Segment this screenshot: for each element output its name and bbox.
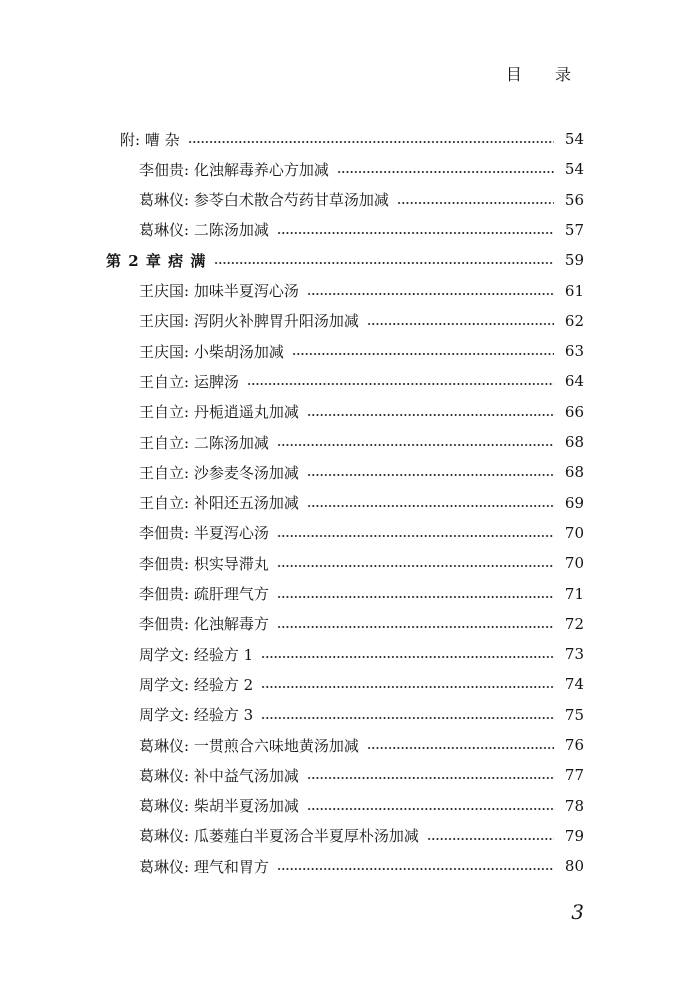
toc-entry[interactable] [0,336,690,366]
dot-leader [292,353,554,355]
toc-entry-page: 61 [564,281,584,300]
toc-entry-label: 王自立: 丹栀逍遥丸加减 [139,403,299,422]
dot-leader [261,717,554,719]
toc-entry-label: 葛琳仪: 理气和胃方 [139,857,269,876]
toc-entry-label: 王自立: 沙参麦冬汤加减 [139,463,299,482]
toc-entry-label: 李佃贵: 化浊解毒方 [139,615,269,634]
toc-entry-label: 附: 嘈 杂 [120,130,180,149]
toc-entry[interactable] [0,791,690,821]
toc-entry-page: 57 [564,220,584,239]
dot-leader [188,141,554,143]
dot-leader [277,535,554,537]
toc-entry-label: 葛琳仪: 瓜蒌薤白半夏汤合半夏厚朴汤加减 [139,827,419,846]
toc-entry-page: 63 [564,342,584,361]
dot-leader [261,656,554,658]
toc-entry-page: 62 [564,311,584,330]
toc-entry-page: 72 [564,614,584,633]
toc-entry[interactable] [0,760,690,790]
toc-entry-label: 王庆国: 加味半夏泻心汤 [139,282,299,300]
toc-entry[interactable] [0,185,690,215]
toc-entry-label: 葛琳仪: 参苓白术散合芍药甘草汤加减 [139,191,389,210]
dot-leader [367,323,554,325]
dot-leader [337,171,554,173]
toc-entry-page: 54 [564,130,584,148]
toc-entry[interactable] [0,427,690,457]
dot-leader [277,444,554,446]
toc-entry[interactable] [0,488,690,518]
toc-entry-label: 李佃贵: 半夏泻心汤 [139,524,269,543]
toc-entry-label: 葛琳仪: 补中益气汤加减 [139,766,299,785]
dot-leader [277,626,554,628]
toc-entry-page: 74 [564,675,584,694]
toc-entry-page: 54 [564,160,584,179]
toc-entry-page: 73 [564,645,584,664]
toc-entry[interactable] [0,730,690,760]
dot-leader [261,686,554,688]
toc-entry-label: 王自立: 运脾汤 [139,372,239,391]
dot-leader [277,868,554,870]
toc-entry-page: 75 [564,705,584,724]
toc-entry-page: 56 [564,190,584,209]
dot-leader [277,565,554,567]
toc-entry-label: 李佃贵: 疏肝理气方 [139,585,269,603]
dot-leader [214,262,554,264]
toc-entry[interactable] [0,518,690,548]
toc-entry[interactable] [0,276,690,306]
toc-entry-page: 71 [564,584,584,603]
toc-entry-label: 葛琳仪: 二陈汤加减 [139,221,269,240]
toc-entry-label: 李佃贵: 化浊解毒养心方加减 [139,160,329,179]
toc-entry-page: 78 [564,796,584,815]
toc-entry[interactable] [0,457,690,487]
toc-entry[interactable] [0,609,690,639]
toc-entry-label: 李佃贵: 枳实导滞丸 [139,554,269,573]
dot-leader [277,596,554,598]
dot-leader [307,505,554,507]
toc-entry[interactable] [0,366,690,396]
toc-entry-page: 68 [564,463,584,482]
toc-entry-label: 葛琳仪: 一贯煎合六味地黄汤加减 [139,736,359,755]
dot-leader [277,232,554,234]
dot-leader [367,747,554,749]
toc-entry-page: 69 [564,493,584,512]
toc-entry-label: 王自立: 二陈汤加减 [139,433,269,452]
toc-entry-page: 66 [564,402,584,421]
dot-leader [307,808,554,810]
toc-entry[interactable] [0,306,690,336]
page-header-title: 目 录 [505,65,585,84]
toc-entry-page: 70 [564,554,584,573]
dot-leader [307,414,554,416]
dot-leader [247,383,554,385]
toc-entry-label: 王庆国: 小柴胡汤加减 [139,342,284,361]
toc-entry-page: 77 [564,766,584,785]
toc-entry-page: 76 [564,736,584,754]
dot-leader [307,293,554,295]
toc-entry-label: 王庆国: 泻阴火补脾胃升阳汤加减 [139,312,359,331]
toc-entry[interactable] [0,851,690,881]
toc-entry[interactable] [0,669,690,699]
toc-entry-label: 周学文: 经验方 3 [139,706,254,725]
toc-entry[interactable] [0,124,690,154]
dot-leader [307,777,554,779]
toc-entry-page: 80 [564,857,584,876]
toc-chapter-entry[interactable] [0,245,690,275]
toc-entry-label: 王自立: 补阳还五汤加减 [139,494,299,513]
dot-leader [427,838,554,840]
dot-leader [397,202,554,204]
toc-entry-page: 79 [564,826,584,845]
toc-entry-page: 68 [564,433,584,451]
toc-entry[interactable] [0,700,690,730]
toc-entry[interactable] [0,397,690,427]
toc-entry[interactable] [0,821,690,851]
toc-entry-page: 59 [564,251,584,270]
toc-entry-label: 周学文: 经验方 1 [139,645,254,664]
toc-entry-label: 葛琳仪: 柴胡半夏汤加减 [139,797,299,816]
page-number: 3 [571,900,584,924]
toc-entry-page: 70 [564,523,584,542]
toc-entry[interactable] [0,579,690,609]
toc-entry[interactable] [0,215,690,245]
toc-entry[interactable] [0,154,690,184]
toc-entry[interactable] [0,639,690,669]
toc-entry-label: 第 2 章 痞 满 [106,251,207,270]
toc-entry[interactable] [0,548,690,578]
dot-leader [307,474,554,476]
toc-entry-page: 64 [564,372,584,391]
toc-entry-label: 周学文: 经验方 2 [139,675,254,694]
